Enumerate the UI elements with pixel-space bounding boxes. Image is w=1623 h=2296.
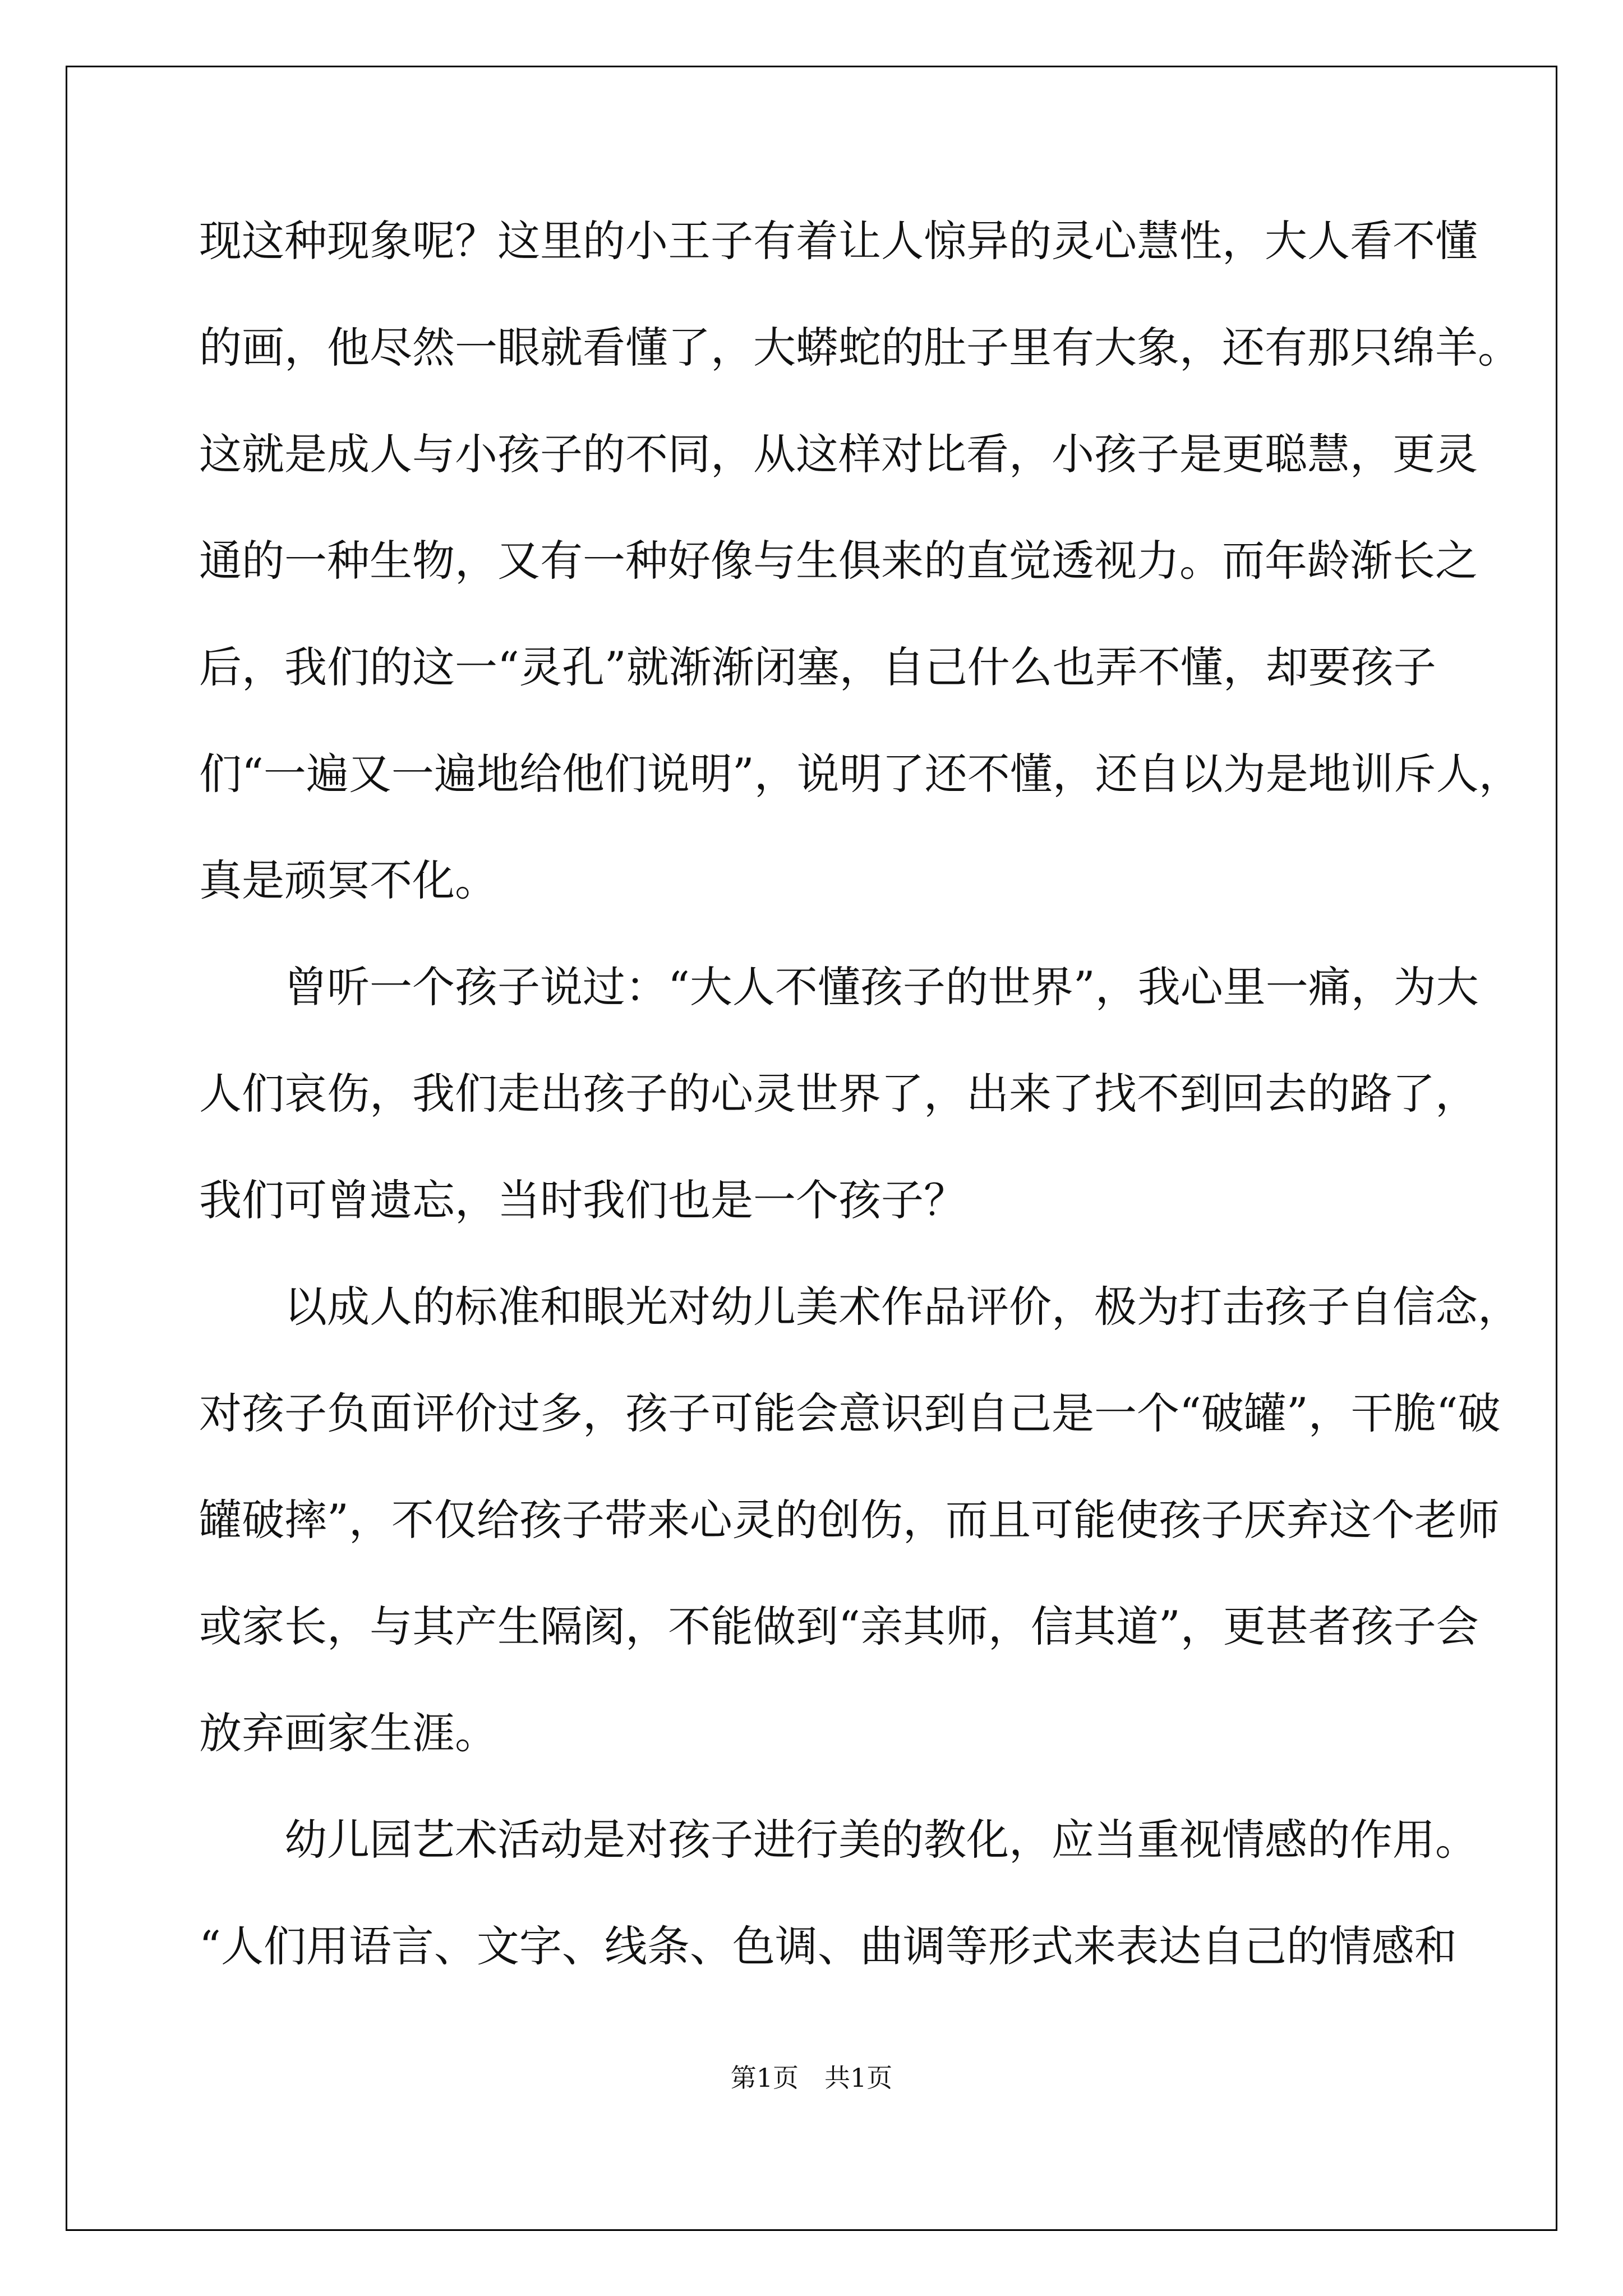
text-line: 们“一遍又一遍地给他们说明”，说明了还不懂，还自以为是地训斥人，	[199, 749, 1521, 799]
text-line: 真是顽冥不化。	[199, 855, 497, 905]
text-line: 罐破摔”，不仅给孩子带来心灵的创伤，而且可能使孩子厌弃这个老师	[199, 1495, 1500, 1545]
document-body	[199, 210, 1521, 2022]
text-line: 幼儿园艺术活动是对孩子进行美的教化，应当重视情感的作用。	[284, 1815, 1478, 1865]
text-line: “人们用语言、文字、线条、色调、曲调等形式来表达自己的情感和	[199, 1921, 1457, 1971]
text-line: 或家长，与其产生隔阂，不能做到“亲其师，信其道”，更甚者孩子会	[199, 1602, 1479, 1651]
text-line: 的画，他尽然一眼就看懂了，大蟒蛇的肚子里有大象，还有那只绵羊。	[199, 323, 1520, 372]
text-line: 通的一种生物，又有一种好像与生俱来的直觉透视力。而年龄渐长之	[199, 536, 1478, 586]
text-line: 以成人的标准和眼光对幼儿美术作品评价，极为打击孩子自信念，	[284, 1282, 1520, 1332]
text-line: 对孩子负面评价过多，孩子可能会意识到自己是一个“破罐”，干脆“破	[199, 1388, 1501, 1438]
text-line: 后，我们的这一“灵孔”就渐渐闭塞，自己什么也弄不懂，却要孩子	[199, 642, 1436, 692]
text-line: 这就是成人与小孩子的不同，从这样对比看，小孩子是更聪慧，更灵	[199, 429, 1478, 479]
text-line: 放弃画家生涯。	[199, 1708, 497, 1758]
text-line: 我们可曾遗忘，当时我们也是一个孩子？	[199, 1175, 966, 1225]
text-line: 现这种现象呢？这里的小王子有着让人惊异的灵心慧性，大人看不懂	[199, 216, 1478, 266]
text-line: 人们哀伤，我们走出孩子的心灵世界了，出来了找不到回去的路了，	[199, 1069, 1478, 1119]
text-line: 曾听一个孩子说过：“大人不懂孩子的世界”，我心里一痛，为大	[284, 962, 1479, 1012]
page-number-footer: 第1页 共1页	[730, 2063, 893, 2093]
